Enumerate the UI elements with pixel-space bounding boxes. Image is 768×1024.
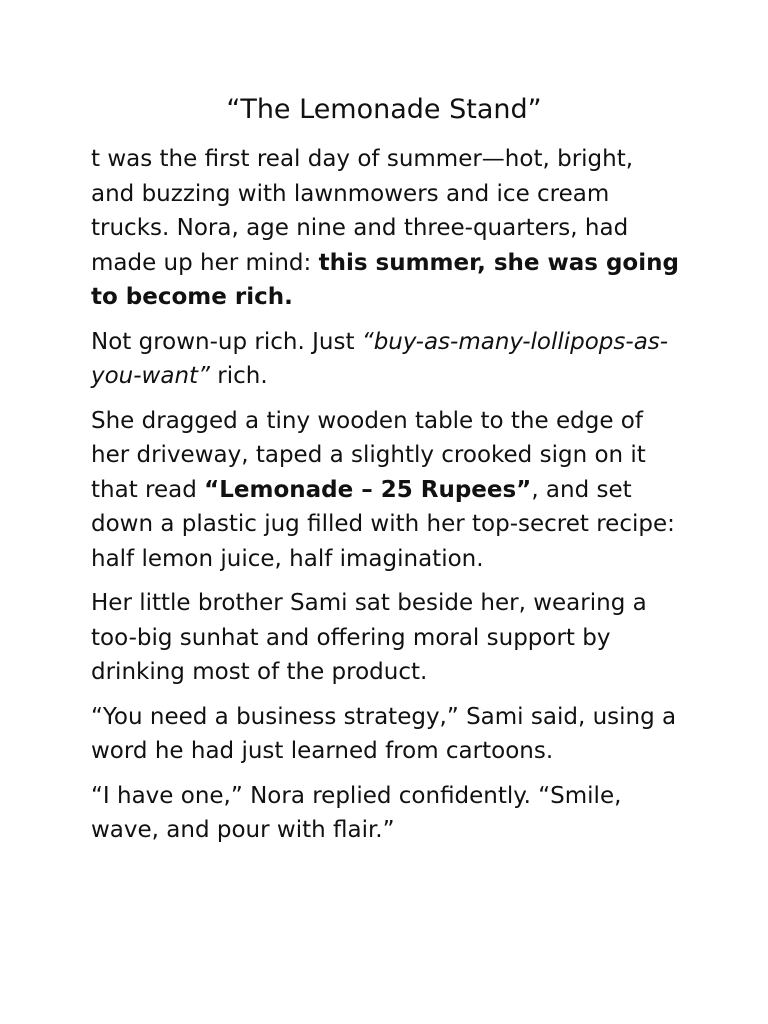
paragraph-6-text: “I have one,” Nora replied confidently. “Smile, wave, and pour with flair.”	[91, 782, 622, 843]
paragraph-2-italic: “buy-as-many-lollipops-as-you-want”	[91, 328, 669, 389]
paragraph-6	[91, 779, 681, 848]
paragraph-3-text-start: She dragged a tiny wooden table to the edge of her driveway, taped a slightly crooked sign on it that read	[91, 407, 646, 503]
paragraph-1	[91, 142, 681, 315]
story-title: “The Lemonade Stand”	[226, 94, 542, 125]
paragraph-2-text-end: rich.	[209, 363, 268, 389]
story-body	[91, 142, 681, 858]
paragraph-4	[91, 586, 681, 690]
paragraph-5	[91, 700, 681, 769]
paragraph-1-text: t was the first real day of summer—hot, bright, and buzzing with lawnmowers and ice cream trucks. Nora, age nine and three-quarters, had made up her mind:	[91, 146, 634, 276]
paragraph-2-text-start: Not grown-up rich. Just	[91, 328, 362, 355]
paragraph-3-text-end: , and set down a plastic jug filled with her top-secret recipe: half lemon juice, half imagination.	[91, 476, 675, 572]
paragraph-4-text: Her little brother Sami sat beside her, wearing a too-big sunhat and offering moral support by drinking most of the product.	[91, 590, 647, 685]
paragraph-3	[91, 404, 681, 577]
paragraph-5-text: “You need a business strategy,” Sami said, using a word he had just learned from cartoons.	[91, 703, 677, 764]
paragraph-3-bold: “Lemonade – 25 Rupees”	[204, 476, 532, 503]
paragraph-1-bold: this summer, she was going to become rich.	[91, 249, 679, 310]
paragraph-2	[91, 325, 681, 394]
